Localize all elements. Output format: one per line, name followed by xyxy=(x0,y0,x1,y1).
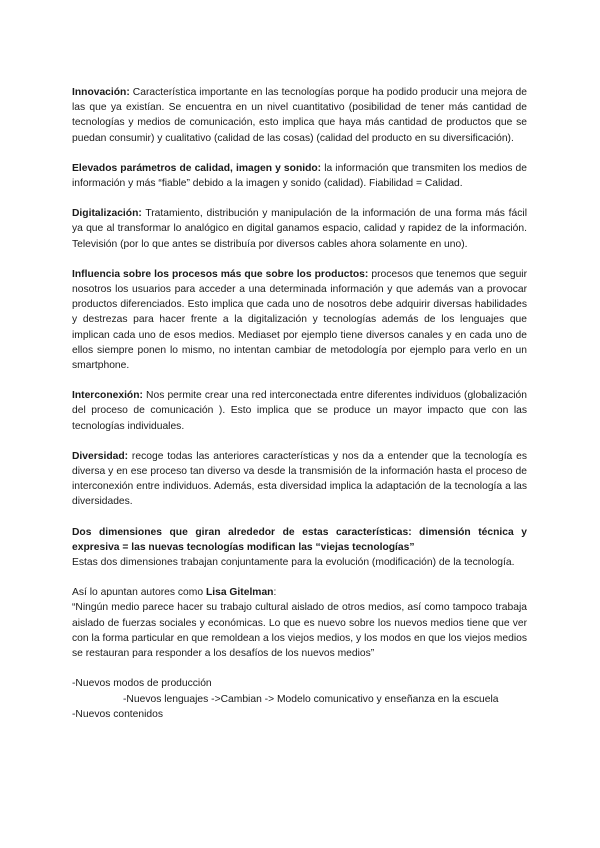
dimensions-text: Estas dos dimensiones trabajan conjuntamente para la evolución (modificación) de la tecnología. xyxy=(72,557,515,569)
text-digitalizacion: Tratamiento, distribución y manipulación de la información de una forma más fácil ya que al transformar lo analógico en digital ganamos espacio, calidad y rapidez de la información. Televisión (por lo que antes se distribuía por diversos cables ahora solamente en uno). xyxy=(72,208,527,250)
paragraph-innovacion xyxy=(72,85,527,146)
quote-text: “Ningún medio parece hacer su trabajo cultural aislado de otros medios, así como tampoco trabaja aislado de fuerzas sociales y económicas. Lo que es nuevo sobre los nuevos medios tiene que ver con la forma particular en que remoldean a los viejos medios, y los modos en que los viejos medios se restauran para responder a los desafíos de los nuevos medios” xyxy=(72,602,527,660)
quote-intro-line xyxy=(72,585,527,600)
term-influencia: Influencia sobre los procesos más que sobre los productos: xyxy=(72,268,369,280)
dimensions-heading: Dos dimensiones que giran alrededor de estas características: dimensión técnica y expresiva = las nuevas tecnologías modifican las “viejas tecnologías” xyxy=(72,526,527,553)
text-calidad: la información que transmiten los medios de información y más “fiable” debido a la imagen y sonido (calidad). Fiabilidad = Calidad. xyxy=(72,162,527,190)
quote-intro: Así lo apuntan autores como xyxy=(72,587,206,599)
text-innovacion: Característica importante en las tecnologías porque ha podido producir una mejora de las que ya existían. Se encuentra en un nivel cuantitativo (posibilidad de tener más cantidad de tecnologías y medios de comunicación, esto implica que haya más cantidad de productos que se puedan consumir) y cualitativo (calidad de las cosas) (calidad del producto en su diversificación). xyxy=(72,87,527,144)
term-diversidad: Diversidad: xyxy=(72,450,129,462)
paragraph-interconexion xyxy=(72,388,527,434)
text-interconexion: Nos permite crear una red interconectada entre diferentes individuos (globalización del proceso de comunicación ). Esto implica que se produce un mayor impacto que con las tecnologías individuales. xyxy=(72,390,527,432)
quote-author: Lisa Gitelman xyxy=(205,587,274,599)
paragraph-influencia xyxy=(72,267,527,373)
document-page xyxy=(72,85,527,722)
term-calidad: Elevados parámetros de calidad, imagen y sonido: xyxy=(72,162,322,174)
quote-colon: : xyxy=(273,587,277,599)
paragraph-diversidad xyxy=(72,449,527,510)
paragraph-digitalizacion xyxy=(72,206,527,252)
term-innovacion: Innovación: xyxy=(72,87,130,98)
term-digitalizacion: Digitalización: xyxy=(72,208,142,220)
list-item-contenidos: -Nuevos contenidos xyxy=(72,708,164,720)
text-diversidad: recoge todas las anteriores características y nos da a entender que la tecnología es diversa y en ese proceso tan diverso va desde la transmisión de la información hasta el proceso de interconexión entre individuos. Además, esta diversidad implica la adaptación de la tecnología a las diversidades. xyxy=(72,450,527,508)
list-item-produccion: -Nuevos modos de producción xyxy=(72,678,212,690)
text-influencia: procesos que tenemos que seguir nosotros los usuarios para acceder a una determinada información y que además van a provocar productos diferenciados. Esto implica que cada uno de nosotros debe adquirir diversas habilidades y destrezas para hacer frente a la digitalización y tecnologías además de los lenguajes que implican cada uno de esos medios. Mediaset por ejemplo tiene diversos canales y en cada uno de ellos siempre ponen lo mismo, no intentan cambiar de metodología por ejemplo para verlo en un smartphone. xyxy=(72,268,528,372)
paragraph-calidad xyxy=(72,161,527,191)
list-item-lenguajes: -Nuevos lenguajes ->Cambian -> Modelo comunicativo y enseñanza en la escuela xyxy=(123,693,499,705)
term-interconexion: Interconexión: xyxy=(72,390,143,402)
